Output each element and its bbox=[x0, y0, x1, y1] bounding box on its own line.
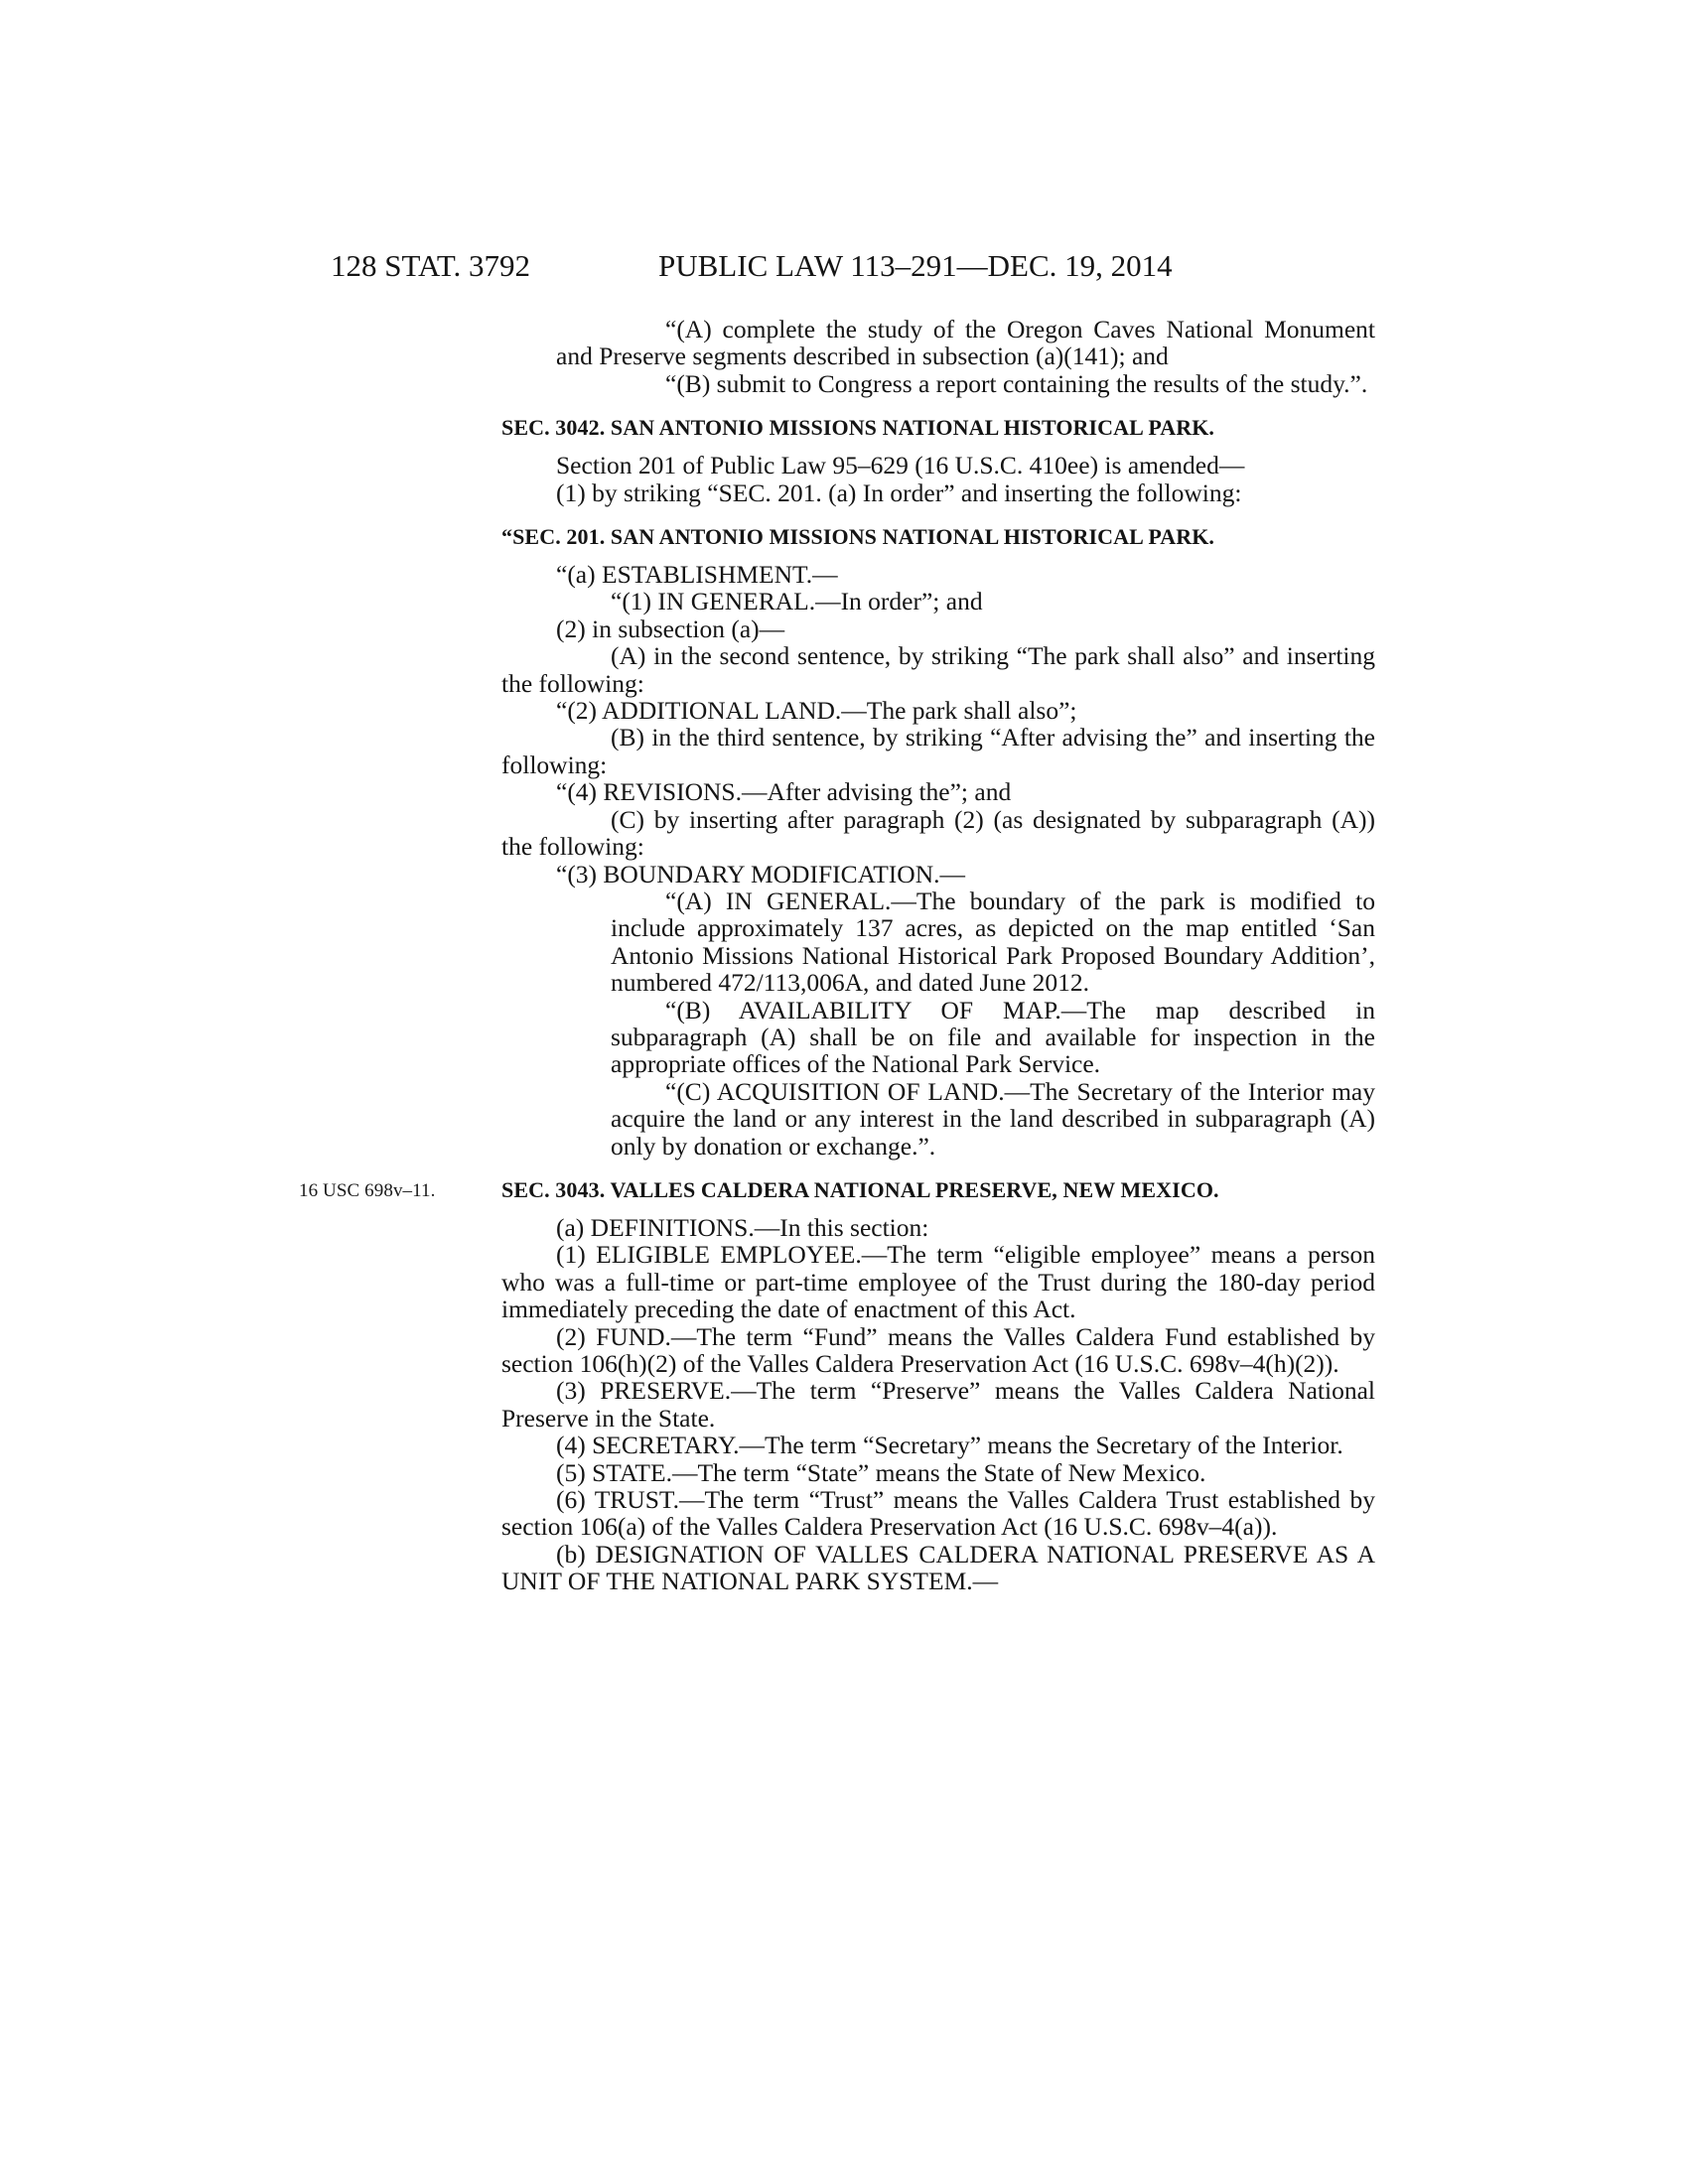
paragraph-in-general: “(1) IN GENERAL.—In order”; and bbox=[611, 587, 983, 616]
paragraph-availability-of-map: “(B) AVAILABILITY OF MAP.—The map described in subparagraph (A) shall be on file and available for inspection in the appropriate offices of the National Park Service. bbox=[611, 995, 1375, 1079]
document-body bbox=[299, 315, 1375, 1596]
paragraph-boundary-modification: “(3) BOUNDARY MODIFICATION.— bbox=[556, 859, 965, 888]
paragraph-revisions: “(4) REVISIONS.—After advising the”; and bbox=[556, 777, 1012, 807]
paragraph-study-b: “(B) submit to Congress a report containing the results of the study.”. bbox=[665, 368, 1368, 398]
section-3042-heading: SEC. 3042. SAN ANTONIO MISSIONS NATIONAL HISTORICAL PARK. bbox=[501, 415, 1215, 441]
paragraph-definitions: (a) DEFINITIONS.—In this section: bbox=[556, 1212, 929, 1242]
paragraph-establishment: “(a) ESTABLISHMENT.— bbox=[556, 560, 838, 590]
paragraph-designation: (b) DESIGNATION OF VALLES CALDERA NATIONAL PRESERVE AS A UNIT OF THE NATIONAL PARK SYSTEM.— bbox=[501, 1539, 1375, 1596]
margin-citation: 16 USC 698v–11. bbox=[299, 1179, 436, 1201]
paragraph-second-sentence: (A) in the second sentence, by striking “The park shall also” and inserting the following: bbox=[501, 641, 1375, 698]
paragraph-inserting-after: (C) by inserting after paragraph (2) (as designated by subparagraph (A)) the following: bbox=[501, 804, 1375, 862]
section-3043-title: SEC. 3043. VALLES CALDERA NATIONAL PRESERVE, NEW MEXICO. bbox=[501, 1176, 1219, 1202]
paragraph-subsection-a: (2) in subsection (a)— bbox=[556, 614, 785, 643]
page-header bbox=[0, 248, 1688, 288]
paragraph-study-a: “(A) complete the study of the Oregon Caves National Monument and Preserve segments described in subsection (a)(141); and bbox=[556, 315, 1375, 371]
section-201-heading: “SEC. 201. SAN ANTONIO MISSIONS NATIONAL HISTORICAL PARK. bbox=[501, 524, 1215, 550]
paragraph-striking-sec-201: (1) by striking “SEC. 201. (a) In order” and inserting the following: bbox=[556, 478, 1242, 507]
paragraph-state: (5) STATE.—The term “State” means the State of New Mexico. bbox=[556, 1457, 1206, 1487]
paragraph-acquisition-of-land: “(C) ACQUISITION OF LAND.—The Secretary of the Interior may acquire the land or any interest in the land described in subparagraph (A) only by donation or exchange.”. bbox=[611, 1076, 1375, 1160]
paragraph-third-sentence: (B) in the third sentence, by striking “After advising the” and inserting the following: bbox=[501, 723, 1375, 779]
paragraph-fund: (2) FUND.—The term “Fund” means the Valles Caldera Fund established by section 106(h)(2) of the Valles Caldera Preservation Act (16 U.S.C. 698v–4(h)(2)). bbox=[501, 1321, 1375, 1378]
paragraph-secretary: (4) SECRETARY.—The term “Secretary” means the Secretary of the Interior. bbox=[556, 1431, 1343, 1460]
paragraph-boundary-in-general: “(A) IN GENERAL.—The boundary of the park is modified to include approximately 137 acres, as depicted on the map entitled ‘San Antonio Missions National Historical Park Proposed Boundary Addition’, numbered 472/113,006A, and dated June 2012. bbox=[611, 886, 1375, 998]
paragraph-section-201-amended: Section 201 of Public Law 95–629 (16 U.S.C. 410ee) is amended— bbox=[556, 451, 1245, 480]
paragraph-preserve: (3) PRESERVE.—The term “Preserve” means the Valles Caldera National Preserve in the State. bbox=[501, 1376, 1375, 1433]
statute-page-reference: 128 STAT. 3792 bbox=[331, 248, 531, 283]
section-3043-heading bbox=[299, 1176, 1375, 1203]
running-head: PUBLIC LAW 113–291—DEC. 19, 2014 bbox=[658, 248, 1173, 283]
paragraph-eligible-employee: (1) ELIGIBLE EMPLOYEE.—The term “eligible employee” means a person who was a full-time or part-time employee of the Trust during the 180-day period immediately preceding the date of enactment of this Act. bbox=[501, 1240, 1375, 1324]
paragraph-additional-land: “(2) ADDITIONAL LAND.—The park shall also”; bbox=[556, 696, 1077, 726]
paragraph-trust: (6) TRUST.—The term “Trust” means the Valles Caldera Trust established by section 106(a) of the Valles Caldera Preservation Act (16 U.S.C. 698v–4(a)). bbox=[501, 1485, 1375, 1542]
